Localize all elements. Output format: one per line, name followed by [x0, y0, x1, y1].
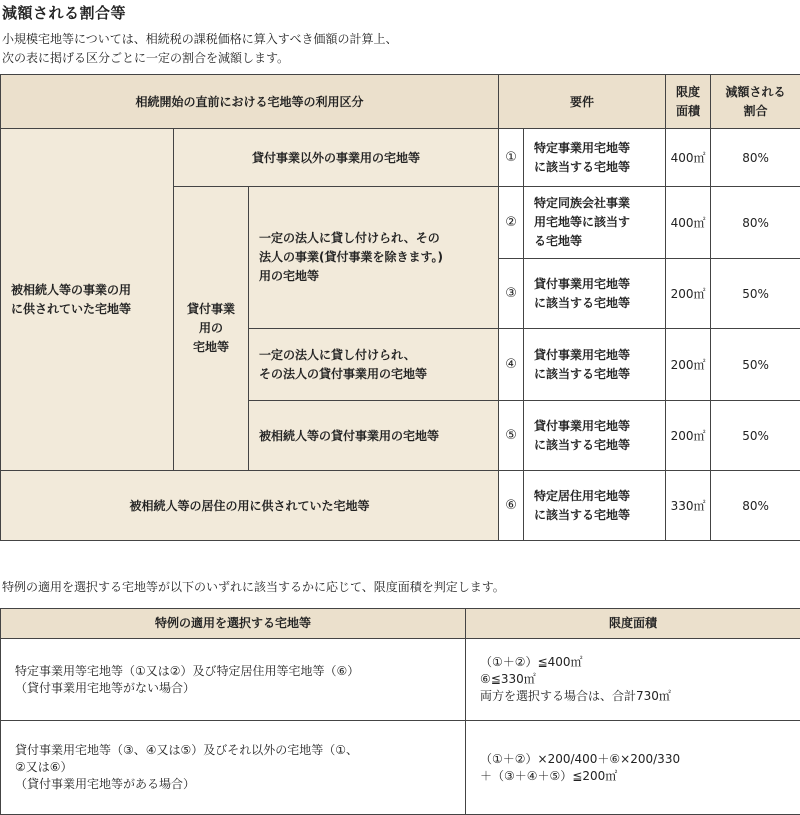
selected-land-line: 特定事業用等宅地等（①又は②）及び特定居住用等宅地等（⑥） [15, 663, 465, 680]
reduction-rate-cell: 80% [711, 187, 800, 259]
lending-line: 用の [174, 319, 248, 338]
row-number: ⑤ [499, 401, 524, 471]
requirement-cell [524, 259, 666, 329]
requirement-cell [524, 129, 666, 187]
limit-area-cell: 200㎡ [666, 401, 711, 471]
row-number: ② [499, 187, 524, 259]
selected-land-line: （貸付事業用宅地等がない場合） [15, 680, 465, 697]
lending-business-land [174, 187, 249, 471]
selected-land-line: （貸付事業用宅地等がある場合） [15, 776, 465, 793]
requirement-line: に該当する宅地等 [534, 436, 665, 455]
header-limit-line: 面積 [666, 102, 710, 121]
header-category: 相続開始の直前における宅地等の利用区分 [1, 75, 499, 129]
corporate-lending-business-subcategory [249, 329, 499, 401]
intro-text [2, 30, 398, 68]
requirement-line: に該当する宅地等 [534, 506, 665, 525]
requirement-line: 用宅地等に該当す [534, 213, 665, 232]
selected-land-cell [1, 639, 466, 721]
formula-line: （①＋②）≦400㎡ [480, 654, 800, 671]
lending-line: 宅地等 [174, 338, 248, 357]
limit-area-table [0, 608, 800, 815]
intro-line: 次の表に掲げる区分ごとに一定の割合を減額します。 [2, 49, 398, 68]
requirement-cell [524, 187, 666, 259]
reduction-rate-table [0, 74, 800, 541]
requirement-line: に該当する宅地等 [534, 294, 665, 313]
requirement-line: 特定同族会社事業 [534, 194, 665, 213]
limit-area-cell: 400㎡ [666, 129, 711, 187]
reduction-rate-cell: 50% [711, 401, 800, 471]
intro-line: 小規模宅地等については、相続税の課税価格に算入すべき価額の計算上、 [2, 30, 398, 49]
formula-line: ＋（③＋④＋⑤）≦200㎡ [480, 768, 800, 785]
reduction-rate-cell: 80% [711, 471, 800, 541]
requirement-line: 特定事業用宅地等 [534, 139, 665, 158]
subcategory-line: その法人の貸付事業用の宅地等 [259, 365, 498, 384]
limit-formula-cell [466, 721, 800, 815]
requirement-line: 特定居住用宅地等 [534, 487, 665, 506]
page-title: 減額される割合等 [2, 2, 126, 23]
requirement-line: 貸付事業用宅地等 [534, 417, 665, 436]
header-selected-land: 特例の適用を選択する宅地等 [1, 609, 466, 639]
header-reduction-rate [711, 75, 800, 129]
header-rate-line: 割合 [711, 102, 800, 121]
requirement-cell [524, 401, 666, 471]
header-requirement: 要件 [499, 75, 666, 129]
formula-line: 両方を選択する場合は、合計730㎡ [480, 688, 800, 705]
requirement-line: 貸付事業用宅地等 [534, 346, 665, 365]
requirement-line: に該当する宅地等 [534, 158, 665, 177]
residential-use-land: 被相続人等の居住の用に供されていた宅地等 [1, 471, 499, 541]
requirement-line: 貸付事業用宅地等 [534, 275, 665, 294]
subcategory-line: 用の宅地等 [259, 267, 498, 286]
row-number: ③ [499, 259, 524, 329]
limit-area-cell: 200㎡ [666, 329, 711, 401]
corporate-lending-subcategory [249, 187, 499, 329]
subcategory-line: 一定の法人に貸し付けられ、その [259, 229, 498, 248]
reduction-rate-cell: 80% [711, 129, 800, 187]
reduction-rate-cell: 50% [711, 259, 800, 329]
non-lending-business-land: 貸付事業以外の事業用の宅地等 [174, 129, 499, 187]
selected-land-line: 貸付事業用宅地等（③、④又は⑤）及びそれ以外の宅地等（①、 [15, 742, 465, 759]
subcategory-line: 法人の事業(貸付事業を除きます。) [259, 248, 498, 267]
subcategory-line: 一定の法人に貸し付けられ、 [259, 346, 498, 365]
requirement-cell [524, 329, 666, 401]
header-limit-area: 限度面積 [466, 609, 800, 639]
header-rate-line: 減額される [711, 83, 800, 102]
row-number: ④ [499, 329, 524, 401]
limit-area-cell: 330㎡ [666, 471, 711, 541]
header-limit-line: 限度 [666, 83, 710, 102]
header-limit-area [666, 75, 711, 129]
lending-line: 貸付事業 [174, 300, 248, 319]
formula-line: ⑥≦330㎡ [480, 671, 800, 688]
formula-line: （①＋②）×200/400＋⑥×200/330 [480, 751, 800, 768]
group-line: 被相続人等の事業の用 [11, 281, 173, 300]
limit-area-note: 特例の適用を選択する宅地等が以下のいずれに該当するかに応じて、限度面積を判定します。 [2, 578, 505, 595]
limit-area-cell: 400㎡ [666, 187, 711, 259]
own-lending-subcategory: 被相続人等の貸付事業用の宅地等 [249, 401, 499, 471]
group-line: に供されていた宅地等 [11, 300, 173, 319]
limit-formula-cell [466, 639, 800, 721]
requirement-line: る宅地等 [534, 232, 665, 251]
selected-land-line: ②又は⑥） [15, 759, 465, 776]
requirement-cell [524, 471, 666, 541]
selected-land-cell [1, 721, 466, 815]
row-number: ⑥ [499, 471, 524, 541]
row-number: ① [499, 129, 524, 187]
reduction-rate-cell: 50% [711, 329, 800, 401]
business-use-group [1, 129, 174, 471]
requirement-line: に該当する宅地等 [534, 365, 665, 384]
limit-area-cell: 200㎡ [666, 259, 711, 329]
